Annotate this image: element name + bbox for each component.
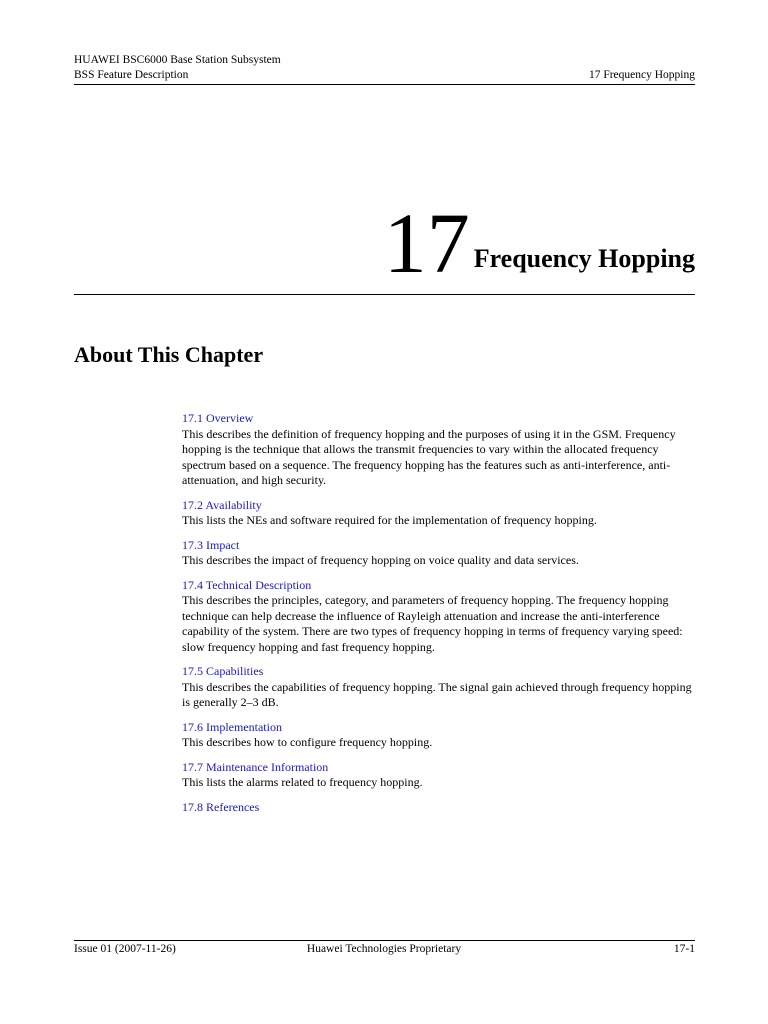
section-heading: About This Chapter xyxy=(74,342,264,367)
toc-entry xyxy=(182,760,696,791)
toc-entry xyxy=(182,800,696,816)
toc-description: This describes the capabilities of frequency hopping. The signal gain achieved through frequency hopping is generally 2–3 dB. xyxy=(182,679,692,709)
toc-entry xyxy=(182,411,696,489)
toc-entry xyxy=(182,498,696,529)
toc-entry xyxy=(182,664,696,711)
chapter-number: 17 xyxy=(383,195,470,291)
toc-link[interactable]: 17.3 Impact xyxy=(182,537,240,552)
toc-description: This describes the principles, category, and parameters of frequency hopping. The frequency hopping technique can help decrease the influence of Rayleigh attenuation and increase the anti-interference capability of the system. There are two types of frequency hopping in terms of frequency varying speed: slow frequency hopping and fast frequency hopping. xyxy=(182,593,683,654)
toc-description: This describes the definition of frequency hopping and the purposes of using it in the GSM. Frequency hopping is the technique that allows the transmit frequencies to vary within the allocated frequency spectrum based on a sequence. The frequency hopping has the features such as anti-interference, anti-attenuation, and high security. xyxy=(182,426,676,487)
footer-proprietary: Huawei Technologies Proprietary xyxy=(306,943,462,955)
toc-link[interactable]: 17.7 Maintenance Information xyxy=(182,759,329,774)
chapter-divider xyxy=(74,294,695,295)
footer-page-number: 17-1 xyxy=(673,943,695,955)
chapter-toc xyxy=(182,411,696,824)
toc-description: This lists the NEs and software required for the implementation of frequency hopping. xyxy=(182,513,597,527)
toc-entry xyxy=(182,578,696,656)
header-doc-type: BSS Feature Description xyxy=(74,69,189,81)
toc-entry xyxy=(182,538,696,569)
footer-divider xyxy=(74,940,695,941)
toc-link[interactable]: 17.4 Technical Description xyxy=(182,577,312,592)
toc-description: This describes the impact of frequency hopping on voice quality and data services. xyxy=(182,553,579,567)
footer-issue: Issue 01 (2007-11-26) xyxy=(74,943,176,955)
toc-entry xyxy=(182,720,696,751)
toc-link[interactable]: 17.2 Availability xyxy=(182,497,262,512)
toc-description: This lists the alarms related to frequency hopping. xyxy=(182,775,423,789)
toc-description: This describes how to configure frequency hopping. xyxy=(182,735,433,749)
toc-link[interactable]: 17.8 References xyxy=(182,799,260,814)
chapter-heading xyxy=(383,195,695,291)
header-divider xyxy=(74,84,695,85)
header-product: HUAWEI BSC6000 Base Station Subsystem xyxy=(74,54,281,66)
chapter-title: Frequency Hopping xyxy=(473,244,695,273)
toc-link[interactable]: 17.1 Overview xyxy=(182,411,254,425)
header-chapter-ref: 17 Frequency Hopping xyxy=(588,69,695,81)
toc-link[interactable]: 17.6 Implementation xyxy=(182,719,282,734)
toc-link[interactable]: 17.5 Capabilities xyxy=(182,664,264,678)
